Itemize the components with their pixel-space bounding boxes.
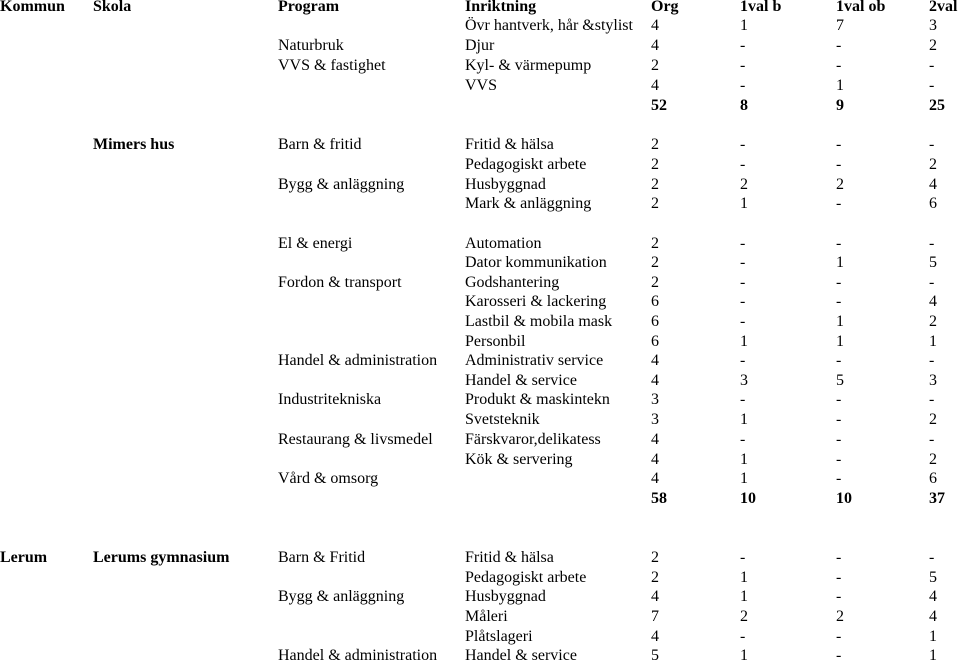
cell-v1b: 1 xyxy=(740,470,748,487)
table-row xyxy=(0,135,960,155)
cell-v2: 6 xyxy=(929,195,937,212)
cell-v1b: - xyxy=(740,352,746,369)
cell-v1b: - xyxy=(740,77,746,94)
cell-inriktning: Dator kommunikation xyxy=(465,254,607,271)
cell-v2: 1 xyxy=(929,333,937,350)
table-row xyxy=(0,253,960,273)
cell-v2: 1 xyxy=(929,647,937,664)
cell-inriktning: Godshantering xyxy=(465,274,560,291)
table-row xyxy=(0,371,960,391)
cell-inriktning: Fritid & hälsa xyxy=(465,136,554,153)
cell-org: 2 xyxy=(651,57,659,74)
cell-org: 2 xyxy=(651,195,659,212)
cell-skola: Lerums gymnasium xyxy=(93,549,230,566)
cell-v1o: - xyxy=(836,451,842,468)
cell-v1o: - xyxy=(836,293,842,310)
cell-v2: - xyxy=(929,235,935,252)
cell-inriktning: Övr hantverk, hår &stylist xyxy=(465,17,633,34)
cell-v1b: - xyxy=(740,293,746,310)
cell-v2: - xyxy=(929,57,935,74)
cell-v1o: - xyxy=(836,431,842,448)
cell-org: 52 xyxy=(651,97,667,114)
table-row xyxy=(0,155,960,175)
cell-org: 2 xyxy=(651,549,659,566)
cell-v1b: - xyxy=(740,549,746,566)
cell-program: Handel & administration xyxy=(278,647,438,664)
cell-org: 4 xyxy=(651,352,659,369)
cell-org: 58 xyxy=(651,490,667,507)
cell-v1o: 2 xyxy=(836,608,844,625)
cell-v2: 1 xyxy=(929,628,937,645)
cell-v1o: - xyxy=(836,235,842,252)
table-row xyxy=(0,234,960,254)
cell-v1b: 1 xyxy=(740,647,748,664)
cell-inriktning: Svetsteknik xyxy=(465,411,540,428)
cell-v2: 2 xyxy=(929,313,937,330)
cell-program: Fordon & transport xyxy=(278,274,402,291)
cell-v1o: 2 xyxy=(836,176,844,193)
table-row xyxy=(0,332,960,352)
cell-v1o: 7 xyxy=(836,17,844,34)
cell-v1b: - xyxy=(740,313,746,330)
cell-v1o: - xyxy=(836,647,842,664)
cell-v1o: - xyxy=(836,195,842,212)
cell-v1o: - xyxy=(836,569,842,586)
table-row xyxy=(0,312,960,332)
cell-v1o: 9 xyxy=(836,97,844,114)
cell-v1b: - xyxy=(740,136,746,153)
cell-v1o: 5 xyxy=(836,372,844,389)
cell-org: 2 xyxy=(651,136,659,153)
cell-org: 2 xyxy=(651,176,659,193)
table-header xyxy=(0,0,960,17)
header-2val: 2val xyxy=(929,0,958,15)
cell-v1b: 10 xyxy=(740,490,756,507)
cell-org: 2 xyxy=(651,569,659,586)
cell-inriktning: Husbyggnad xyxy=(465,176,546,193)
cell-v1o: - xyxy=(836,37,842,54)
cell-org: 5 xyxy=(651,647,659,664)
cell-kommun: Lerum xyxy=(0,549,48,566)
cell-v1b: 1 xyxy=(740,569,748,586)
cell-v1o: - xyxy=(836,274,842,291)
cell-inriktning: Djur xyxy=(465,37,495,54)
cell-org: 6 xyxy=(651,293,659,310)
cell-v1o: - xyxy=(836,628,842,645)
cell-org: 2 xyxy=(651,235,659,252)
cell-v2: - xyxy=(929,549,935,566)
cell-v1b: - xyxy=(740,37,746,54)
table-row xyxy=(0,292,960,312)
cell-v2: 3 xyxy=(929,372,937,389)
cell-v2: 4 xyxy=(929,608,937,625)
table-row xyxy=(0,548,960,568)
cell-v1o: - xyxy=(836,470,842,487)
cell-inriktning: Produkt & maskintekn xyxy=(465,391,610,408)
cell-v2: 2 xyxy=(929,411,937,428)
table-row xyxy=(0,175,960,195)
cell-org: 6 xyxy=(651,333,659,350)
cell-inriktning: Kyl- & värmepump xyxy=(465,57,592,74)
table-row xyxy=(0,194,960,214)
cell-org: 4 xyxy=(651,77,659,94)
cell-v1o: - xyxy=(836,136,842,153)
cell-program: El & energi xyxy=(278,235,353,252)
cell-v2: - xyxy=(929,391,935,408)
cell-v1b: - xyxy=(740,57,746,74)
cell-v1o: - xyxy=(836,352,842,369)
header-kommun: Kommun xyxy=(0,0,65,15)
cell-org: 2 xyxy=(651,254,659,271)
table-row xyxy=(0,587,960,607)
cell-v1o: - xyxy=(836,549,842,566)
cell-v1o: 1 xyxy=(836,313,844,330)
cell-inriktning: Handel & service xyxy=(465,372,577,389)
cell-v1b: 2 xyxy=(740,176,748,193)
cell-program: Industritekniska xyxy=(278,391,382,408)
cell-inriktning: Karosseri & lackering xyxy=(465,293,607,310)
cell-v1o: - xyxy=(836,411,842,428)
cell-v2: 4 xyxy=(929,588,937,605)
cell-v2: 25 xyxy=(929,97,945,114)
cell-inriktning: Kök & servering xyxy=(465,451,573,468)
table-row xyxy=(0,646,960,666)
cell-v2: - xyxy=(929,352,935,369)
cell-org: 4 xyxy=(651,431,659,448)
cell-program: VVS & fastighet xyxy=(278,57,386,74)
cell-inriktning: Pedagogiskt arbete xyxy=(465,156,587,173)
cell-v1b: 1 xyxy=(740,333,748,350)
cell-v1b: 1 xyxy=(740,451,748,468)
cell-program: Naturbruk xyxy=(278,37,344,54)
cell-inriktning: Handel & service xyxy=(465,647,577,664)
cell-program: Vård & omsorg xyxy=(278,470,379,487)
cell-inriktning: Fritid & hälsa xyxy=(465,549,554,566)
cell-org: 4 xyxy=(651,17,659,34)
cell-v1b: 1 xyxy=(740,195,748,212)
cell-v1b: - xyxy=(740,628,746,645)
cell-v1o: - xyxy=(836,588,842,605)
cell-v2: 2 xyxy=(929,156,937,173)
cell-v2: 4 xyxy=(929,293,937,310)
header-inriktning: Inriktning xyxy=(465,0,537,15)
table-row xyxy=(0,16,960,36)
cell-inriktning: Måleri xyxy=(465,608,508,625)
table-row xyxy=(0,607,960,627)
table-row xyxy=(0,450,960,470)
cell-v2: 4 xyxy=(929,176,937,193)
cell-v1o: - xyxy=(836,156,842,173)
total-row xyxy=(0,96,960,116)
cell-program: Restaurang & livsmedel xyxy=(278,431,433,448)
cell-org: 3 xyxy=(651,411,659,428)
cell-org: 4 xyxy=(651,372,659,389)
cell-v2: 2 xyxy=(929,37,937,54)
cell-inriktning: Administrativ service xyxy=(465,352,604,369)
header-1val-ob: 1val ob xyxy=(836,0,886,15)
cell-v1b: - xyxy=(740,235,746,252)
header-1val-b: 1val b xyxy=(740,0,782,15)
cell-v1o: - xyxy=(836,57,842,74)
cell-v2: 37 xyxy=(929,490,945,507)
cell-org: 7 xyxy=(651,608,659,625)
cell-v2: 2 xyxy=(929,451,937,468)
total-row xyxy=(0,489,960,509)
cell-inriktning: Husbyggnad xyxy=(465,588,546,605)
table-row xyxy=(0,469,960,489)
table-row xyxy=(0,390,960,410)
table-row xyxy=(0,351,960,371)
cell-v2: - xyxy=(929,431,935,448)
cell-org: 3 xyxy=(651,391,659,408)
table-row xyxy=(0,76,960,96)
cell-inriktning: Pedagogiskt arbete xyxy=(465,569,587,586)
cell-v1b: - xyxy=(740,156,746,173)
cell-inriktning: Lastbil & mobila mask xyxy=(465,313,613,330)
cell-v2: - xyxy=(929,77,935,94)
cell-org: 6 xyxy=(651,313,659,330)
table-row xyxy=(0,627,960,647)
cell-v1b: 3 xyxy=(740,372,748,389)
cell-inriktning: Färskvaror,delikatess xyxy=(465,431,601,448)
cell-program: Bygg & anläggning xyxy=(278,588,405,605)
cell-v1o: 1 xyxy=(836,254,844,271)
table-row xyxy=(0,273,960,293)
cell-v1b: 1 xyxy=(740,588,748,605)
table-row xyxy=(0,56,960,76)
cell-v2: 3 xyxy=(929,17,937,34)
cell-v1b: 2 xyxy=(740,608,748,625)
cell-org: 4 xyxy=(651,628,659,645)
cell-inriktning: VVS xyxy=(465,77,498,94)
cell-inriktning: Personbil xyxy=(465,333,526,350)
cell-v2: 6 xyxy=(929,470,937,487)
table-row xyxy=(0,430,960,450)
cell-org: 4 xyxy=(651,37,659,54)
cell-inriktning: Plåtslageri xyxy=(465,628,533,645)
cell-v1b: - xyxy=(740,274,746,291)
cell-program: Barn & Fritid xyxy=(278,549,366,566)
cell-v2: 5 xyxy=(929,254,937,271)
cell-v1b: - xyxy=(740,431,746,448)
cell-inriktning: Mark & anläggning xyxy=(465,195,592,212)
cell-v1b: - xyxy=(740,254,746,271)
cell-v1b: 1 xyxy=(740,411,748,428)
cell-program: Handel & administration xyxy=(278,352,438,369)
cell-org: 4 xyxy=(651,588,659,605)
cell-org: 2 xyxy=(651,156,659,173)
header-org: Org xyxy=(651,0,679,15)
cell-v1o: - xyxy=(836,391,842,408)
table-row xyxy=(0,36,960,56)
cell-v1b: 1 xyxy=(740,17,748,34)
cell-v2: - xyxy=(929,136,935,153)
cell-v1o: 10 xyxy=(836,490,852,507)
table-row xyxy=(0,410,960,430)
cell-v1o: 1 xyxy=(836,333,844,350)
cell-org: 4 xyxy=(651,470,659,487)
cell-inriktning: Automation xyxy=(465,235,542,252)
cell-v2: 5 xyxy=(929,569,937,586)
header-skola: Skola xyxy=(93,0,132,15)
cell-org: 4 xyxy=(651,451,659,468)
header-program: Program xyxy=(278,0,340,15)
table-row xyxy=(0,568,960,588)
cell-v2: - xyxy=(929,274,935,291)
cell-v1b: 8 xyxy=(740,97,748,114)
cell-v1o: 1 xyxy=(836,77,844,94)
cell-org: 2 xyxy=(651,274,659,291)
cell-v1b: - xyxy=(740,391,746,408)
cell-program: Barn & fritid xyxy=(278,136,362,153)
cell-skola: Mimers hus xyxy=(93,136,175,153)
cell-program: Bygg & anläggning xyxy=(278,176,405,193)
